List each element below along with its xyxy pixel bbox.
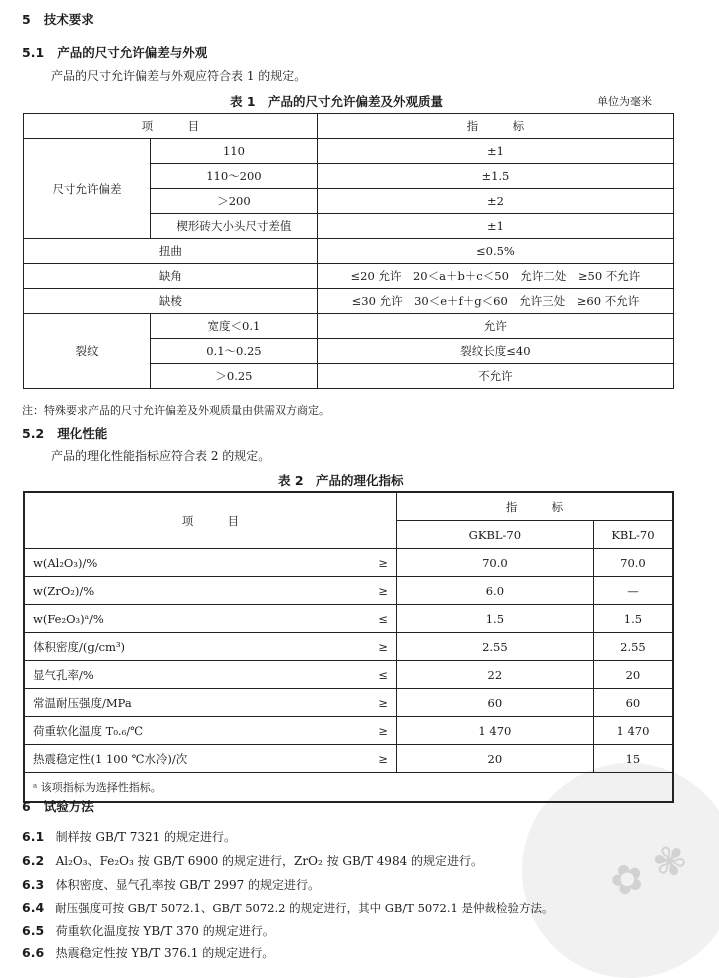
value-kbl: 2.55 — [593, 633, 673, 661]
section-5-1-text: 产品的尺寸允许偏差与外观应符合表 1 的规定。 — [51, 69, 307, 83]
method-number: 6.2 — [22, 853, 45, 868]
table-1-note: 注：特殊要求产品的尺寸允许偏差及外观质量由供需双方商定。 — [22, 404, 330, 417]
row-value: 允许 — [317, 314, 673, 339]
table-1 — [23, 113, 674, 389]
method-text: 体积密度、显气孔率按 GB/T 2997 的规定进行。 — [55, 878, 321, 892]
row-item: ＞0.25 — [151, 364, 318, 389]
value-kbl: 1 470 — [593, 717, 673, 745]
value-kbl: 1.5 — [593, 605, 673, 633]
property-name: 显气孔率/% — [24, 661, 358, 689]
method-number: 6.6 — [22, 945, 45, 960]
method-item — [22, 900, 553, 916]
row-value: ≤20 允许 20＜a＋b＋c＜50 允许二处 ≥50 不允许 — [317, 264, 673, 289]
property-name: 体积密度/(g/cm³) — [24, 633, 358, 661]
table-1-unit: 单位为毫米 — [597, 95, 652, 108]
section-5-2-text: 产品的理化性能指标应符合表 2 的规定。 — [51, 449, 271, 463]
method-item — [22, 944, 274, 961]
method-item — [22, 922, 275, 939]
table-row — [24, 745, 673, 773]
method-number: 6.4 — [22, 900, 45, 915]
method-text: 荷重软化温度按 YB/T 370 的规定进行。 — [55, 924, 275, 938]
value-kbl: 20 — [593, 661, 673, 689]
value-gkbl: 6.0 — [396, 577, 593, 605]
table-row — [24, 139, 674, 164]
section-number: 5.2 — [22, 426, 45, 441]
property-name: 荷重软化温度 T₀.₆/℃ — [24, 717, 358, 745]
row-value: 裂纹长度≤40 — [317, 339, 673, 364]
section-title: 产品的尺寸允许偏差与外观 — [57, 45, 208, 60]
table-2-caption: 表 2 产品的理化指标 — [278, 473, 404, 488]
property-name: 常温耐压强度/MPa — [24, 689, 358, 717]
header-gkbl: GKBL-70 — [396, 521, 593, 549]
row-value: ≤30 允许 30＜e＋f＋g＜60 允许三处 ≥60 不允许 — [317, 289, 673, 314]
row-item: 楔形砖大小头尺寸差值 — [151, 214, 318, 239]
section-5-heading — [22, 10, 94, 28]
group-cell: 裂纹 — [24, 314, 151, 389]
section-number: 5.1 — [22, 45, 45, 60]
value-kbl: 70.0 — [593, 549, 673, 577]
group-cell: 尺寸允许偏差 — [24, 139, 151, 239]
value-gkbl: 60 — [396, 689, 593, 717]
comparison-sign: ≥ — [358, 717, 397, 745]
row-item: 扭曲 — [24, 239, 318, 264]
section-5-2-heading — [22, 424, 107, 442]
row-item: 宽度＜0.1 — [151, 314, 318, 339]
value-gkbl: 2.55 — [396, 633, 593, 661]
comparison-sign: ≥ — [358, 549, 397, 577]
row-value: ±1.5 — [317, 164, 673, 189]
value-gkbl: 70.0 — [396, 549, 593, 577]
value-gkbl: 1 470 — [396, 717, 593, 745]
method-text: Al₂O₃、Fe₂O₃ 按 GB/T 6900 的规定进行，ZrO₂ 按 GB/T 4984 的规定进行。 — [55, 854, 484, 868]
value-kbl: 15 — [593, 745, 673, 773]
table-row — [24, 577, 673, 605]
header-item: 项 目 — [24, 492, 396, 549]
comparison-sign: ≥ — [358, 577, 397, 605]
row-value: ±1 — [317, 214, 673, 239]
method-item — [22, 876, 320, 893]
comparison-sign: ≤ — [358, 661, 397, 689]
table-row — [24, 289, 674, 314]
section-number: 6 — [22, 799, 31, 814]
value-kbl: — — [593, 577, 673, 605]
property-name: w(Fe₂O₃)ᵃ/% — [24, 605, 358, 633]
value-kbl: 60 — [593, 689, 673, 717]
header-index: 指 标 — [317, 114, 673, 139]
section-number: 5 — [22, 12, 31, 27]
table-header-row — [24, 492, 673, 521]
table-row — [24, 689, 673, 717]
table-row — [24, 605, 673, 633]
property-name: w(Al₂O₃)/% — [24, 549, 358, 577]
table-1-caption: 表 1 产品的尺寸允许偏差及外观质量 — [230, 94, 444, 109]
table-row — [24, 264, 674, 289]
comparison-sign: ≥ — [358, 689, 397, 717]
header-item: 项 目 — [24, 114, 318, 139]
method-number: 6.5 — [22, 923, 45, 938]
row-item: 缺棱 — [24, 289, 318, 314]
method-text: 耐压强度可按 GB/T 5072.1、GB/T 5072.2 的规定进行，其中 GB/T 5072.1 是仲裁检验方法。 — [55, 901, 554, 915]
row-item: 缺角 — [24, 264, 318, 289]
method-text: 热震稳定性按 YB/T 376.1 的规定进行。 — [55, 946, 275, 960]
comparison-sign: ≥ — [358, 633, 397, 661]
table-2 — [23, 491, 674, 803]
value-gkbl: 1.5 — [396, 605, 593, 633]
property-name: w(ZrO₂)/% — [24, 577, 358, 605]
row-value: ≤0.5% — [317, 239, 673, 264]
table-row — [24, 633, 673, 661]
method-number: 6.1 — [22, 829, 45, 844]
value-gkbl: 20 — [396, 745, 593, 773]
table-row — [24, 314, 674, 339]
row-item: ＞200 — [151, 189, 318, 214]
section-title: 试验方法 — [43, 799, 94, 814]
table-row — [24, 717, 673, 745]
table-footnote-row — [24, 773, 673, 803]
table-header-row — [24, 114, 674, 139]
section-title: 理化性能 — [57, 426, 108, 441]
section-6-heading — [22, 797, 94, 815]
comparison-sign: ≤ — [358, 605, 397, 633]
header-index: 指 标 — [396, 492, 673, 521]
table-2-note: ᵃ 该项指标为选择性指标。 — [24, 773, 673, 803]
row-value: ±2 — [317, 189, 673, 214]
property-name: 热震稳定性(1 100 ℃水冷)/次 — [24, 745, 358, 773]
row-value: 不允许 — [317, 364, 673, 389]
table-row — [24, 239, 674, 264]
method-number: 6.3 — [22, 877, 45, 892]
header-kbl: KBL-70 — [593, 521, 673, 549]
watermark-seal-glyphs: ✿ ✾ — [603, 834, 695, 908]
table-row — [24, 549, 673, 577]
method-text: 制样按 GB/T 7321 的规定进行。 — [55, 830, 237, 844]
row-item: 110 — [151, 139, 318, 164]
section-title: 技术要求 — [43, 12, 94, 27]
table-row — [24, 661, 673, 689]
comparison-sign: ≥ — [358, 745, 397, 773]
value-gkbl: 22 — [396, 661, 593, 689]
section-5-1-heading — [22, 43, 207, 61]
row-item: 110～200 — [151, 164, 318, 189]
method-item — [22, 852, 483, 869]
method-item — [22, 828, 236, 845]
row-item: 0.1～0.25 — [151, 339, 318, 364]
row-value: ±1 — [317, 139, 673, 164]
